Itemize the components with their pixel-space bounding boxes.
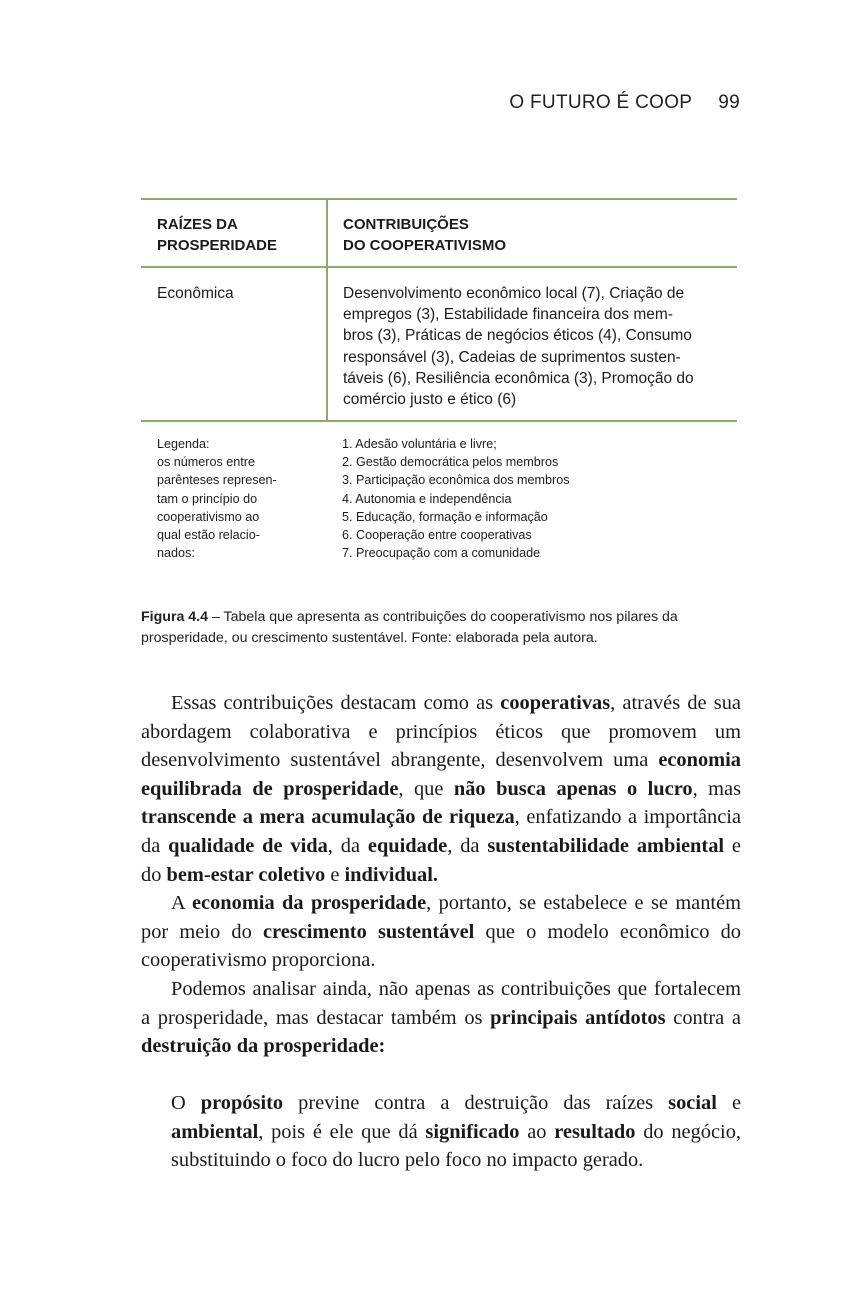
row-label: Econômica bbox=[141, 267, 327, 421]
block-quote: O propósito previne contra a destruição das raízes social e ambiental, pois é ele que dá significado ao resultado do negócio, substituindo o foco do lucro pelo foco no impacto gerado. bbox=[171, 1092, 741, 1172]
legend-row bbox=[141, 421, 737, 562]
body-paragraph-1: Essas contribuições destacam como as cooperativas, através de sua abordagem colaborativa e princípios éticos que promovem um desenvolvimento sustentável abrangente, desenvolvem uma economia equilibrada de prosperidade, que não busca apenas o lucro, mas transcende a mera acumulação de riqueza, enfatizando a importância da qualidade de vida, da equidade, da sustentabilidade ambiental e do bem-estar coletivo e individual. bbox=[141, 692, 742, 886]
body-paragraph-3: Podemos analisar ainda, não apenas as contribuições que fortalecem a prosperidade, mas destacar também os principais antídotos contra a destruição da prosperidade: bbox=[141, 978, 741, 1058]
figure-caption bbox=[141, 607, 741, 649]
table-header-row bbox=[141, 199, 737, 267]
list-item: 4. Autonomia e independência bbox=[342, 491, 512, 506]
body-paragraph-2: A economia da prosperidade, portanto, se estabelece e se mantém por meio do crescimento sustentável que o modelo econômico do cooperativismo proporciona. bbox=[141, 892, 742, 972]
list-item: 2. Gestão democrática pelos membros bbox=[342, 455, 559, 470]
page-number: 99 bbox=[718, 92, 740, 113]
row-contributions: Desenvolvimento econômico local (7), Criação de empregos (3), Estabilidade financeira dos mem- bros (3), Práticas de negócios éticos (4), Consumo responsável (3), Cadeias de suprimentos susten- táveis (6), Resiliência econômica (3), Promoção do comércio justo e ético (6) bbox=[327, 267, 737, 421]
principles-list bbox=[327, 421, 737, 562]
list-item: 7. Preocupação com a comunidade bbox=[342, 545, 541, 560]
legend-text: Legenda: os números entre parênteses represen- tam o princípio do cooperativismo ao qual estão relacio- nados: bbox=[157, 437, 277, 560]
list-item: 5. Educação, formação e informação bbox=[342, 509, 548, 524]
running-title: O FUTURO É COOP bbox=[509, 92, 693, 113]
col-header-roots: RAÍZES DA PROSPERIDADE bbox=[141, 199, 327, 267]
table-row bbox=[141, 267, 737, 421]
caption-text: – Tabela que apresenta as contribuições do cooperativismo nos pilares da prosperidade, ou crescimento sustentável. Fonte: elaborada pela autora. bbox=[141, 609, 678, 646]
list-item: 6. Cooperação entre cooperativas bbox=[342, 527, 532, 542]
list-item: 1. Adesão voluntária e livre; bbox=[342, 437, 497, 452]
running-header bbox=[0, 92, 740, 114]
figure-table bbox=[141, 198, 737, 562]
col-header-contributions: CONTRIBUIÇÕES DO COOPERATIVISMO bbox=[327, 199, 737, 267]
caption-label: Figura 4.4 bbox=[141, 609, 209, 625]
list-item: 3. Participação econômica dos membros bbox=[342, 473, 570, 488]
